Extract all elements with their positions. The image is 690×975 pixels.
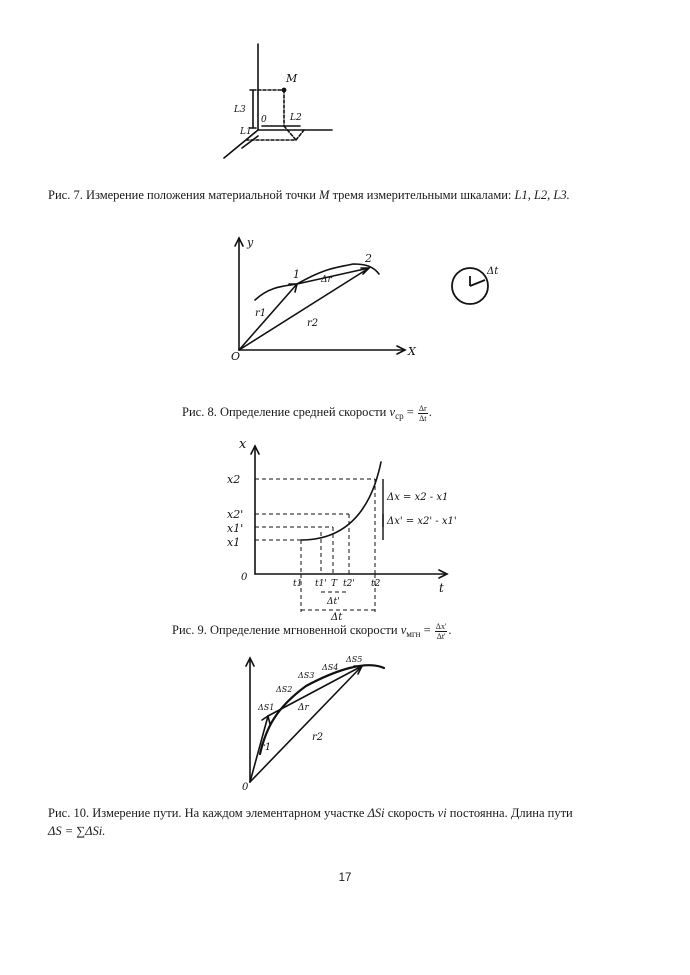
clock-icon <box>452 268 488 304</box>
r1-vector <box>239 284 297 350</box>
figure-9-caption: Рис. 9. Определение мгновенной скорости $v_{мгн}$ = $\frac{\Delta x'}{\Delta t'}$ . <box>172 621 452 641</box>
s3-label: ΔS3 <box>298 671 315 680</box>
s1-label: ΔS1 <box>258 703 275 712</box>
s4-label: ΔS4 <box>322 663 339 672</box>
x-axis-label: x <box>239 437 247 452</box>
l1-label: L1 <box>240 127 252 137</box>
y-axis-label: y <box>247 236 254 249</box>
r1-label: r1 <box>260 742 272 753</box>
dxp-label: Δx' = x2' - x1' <box>387 516 457 527</box>
figure-10-caption-line1: Рис. 10. Измерение пути. На каждом элементарном участке ΔSi скорость vi постоянна. Длина пути <box>48 806 573 820</box>
dt-label: Δt <box>331 612 343 623</box>
figure-7-diagram <box>220 40 340 175</box>
origin-label: 0 <box>241 572 248 583</box>
t1p-label: t1' <box>315 579 327 589</box>
x1p-label: x1' <box>227 522 244 535</box>
point-1-label: 1 <box>293 268 300 281</box>
dr-label: Δr <box>321 275 332 285</box>
t2-label: t2 <box>371 579 381 589</box>
dr-label: Δr <box>298 703 309 713</box>
tau-label: T <box>331 579 338 589</box>
s2-label: ΔS2 <box>276 685 293 694</box>
x1-label: x1 <box>227 536 241 549</box>
clock-dt-label: Δt <box>487 266 499 277</box>
x-t-curve-line <box>301 462 381 540</box>
origin-label: 0 <box>261 115 267 125</box>
origin-label: O <box>231 350 241 363</box>
r2-label: r2 <box>312 732 324 743</box>
figure-8-diagram <box>225 228 525 363</box>
r2-vector <box>250 666 362 782</box>
t-axis-label: t <box>439 581 444 595</box>
x2-label: x2 <box>227 473 241 486</box>
t1-label: t1 <box>293 579 303 589</box>
r1-label: r1 <box>255 308 267 319</box>
l2-label: L2 <box>290 113 302 123</box>
x2p-label: x2' <box>227 508 244 521</box>
figure-10-caption-line2: ΔS = ∑ΔSi. <box>48 824 106 838</box>
l3-label: L3 <box>234 105 246 115</box>
x-axis-label: X <box>408 345 416 358</box>
dx-label: Δx = x2 - x1 <box>387 492 449 503</box>
origin-label: 0 <box>242 782 249 793</box>
figure-7-caption: Рис. 7. Измерение положения материальной точки M тремя измерительными шкалами: L1, L2, L3. <box>48 188 570 202</box>
page-number: 17 <box>338 872 352 884</box>
point-m <box>282 88 287 93</box>
t2p-label: t2' <box>343 579 355 589</box>
dtp-label: Δt' <box>327 597 340 607</box>
dr-vector <box>297 268 369 284</box>
figure-8-caption: Рис. 8. Определение средней скорости $v_{cp}$ = $\frac{\Delta r}{\Delta t}$ . <box>182 403 432 423</box>
point-2-label: 2 <box>365 252 372 265</box>
s5-label: ΔS5 <box>346 655 363 664</box>
figure-10-diagram <box>236 650 406 793</box>
figure-9-diagram <box>225 432 505 622</box>
point-m-label: M <box>286 72 298 85</box>
r2-label: r2 <box>307 318 319 329</box>
